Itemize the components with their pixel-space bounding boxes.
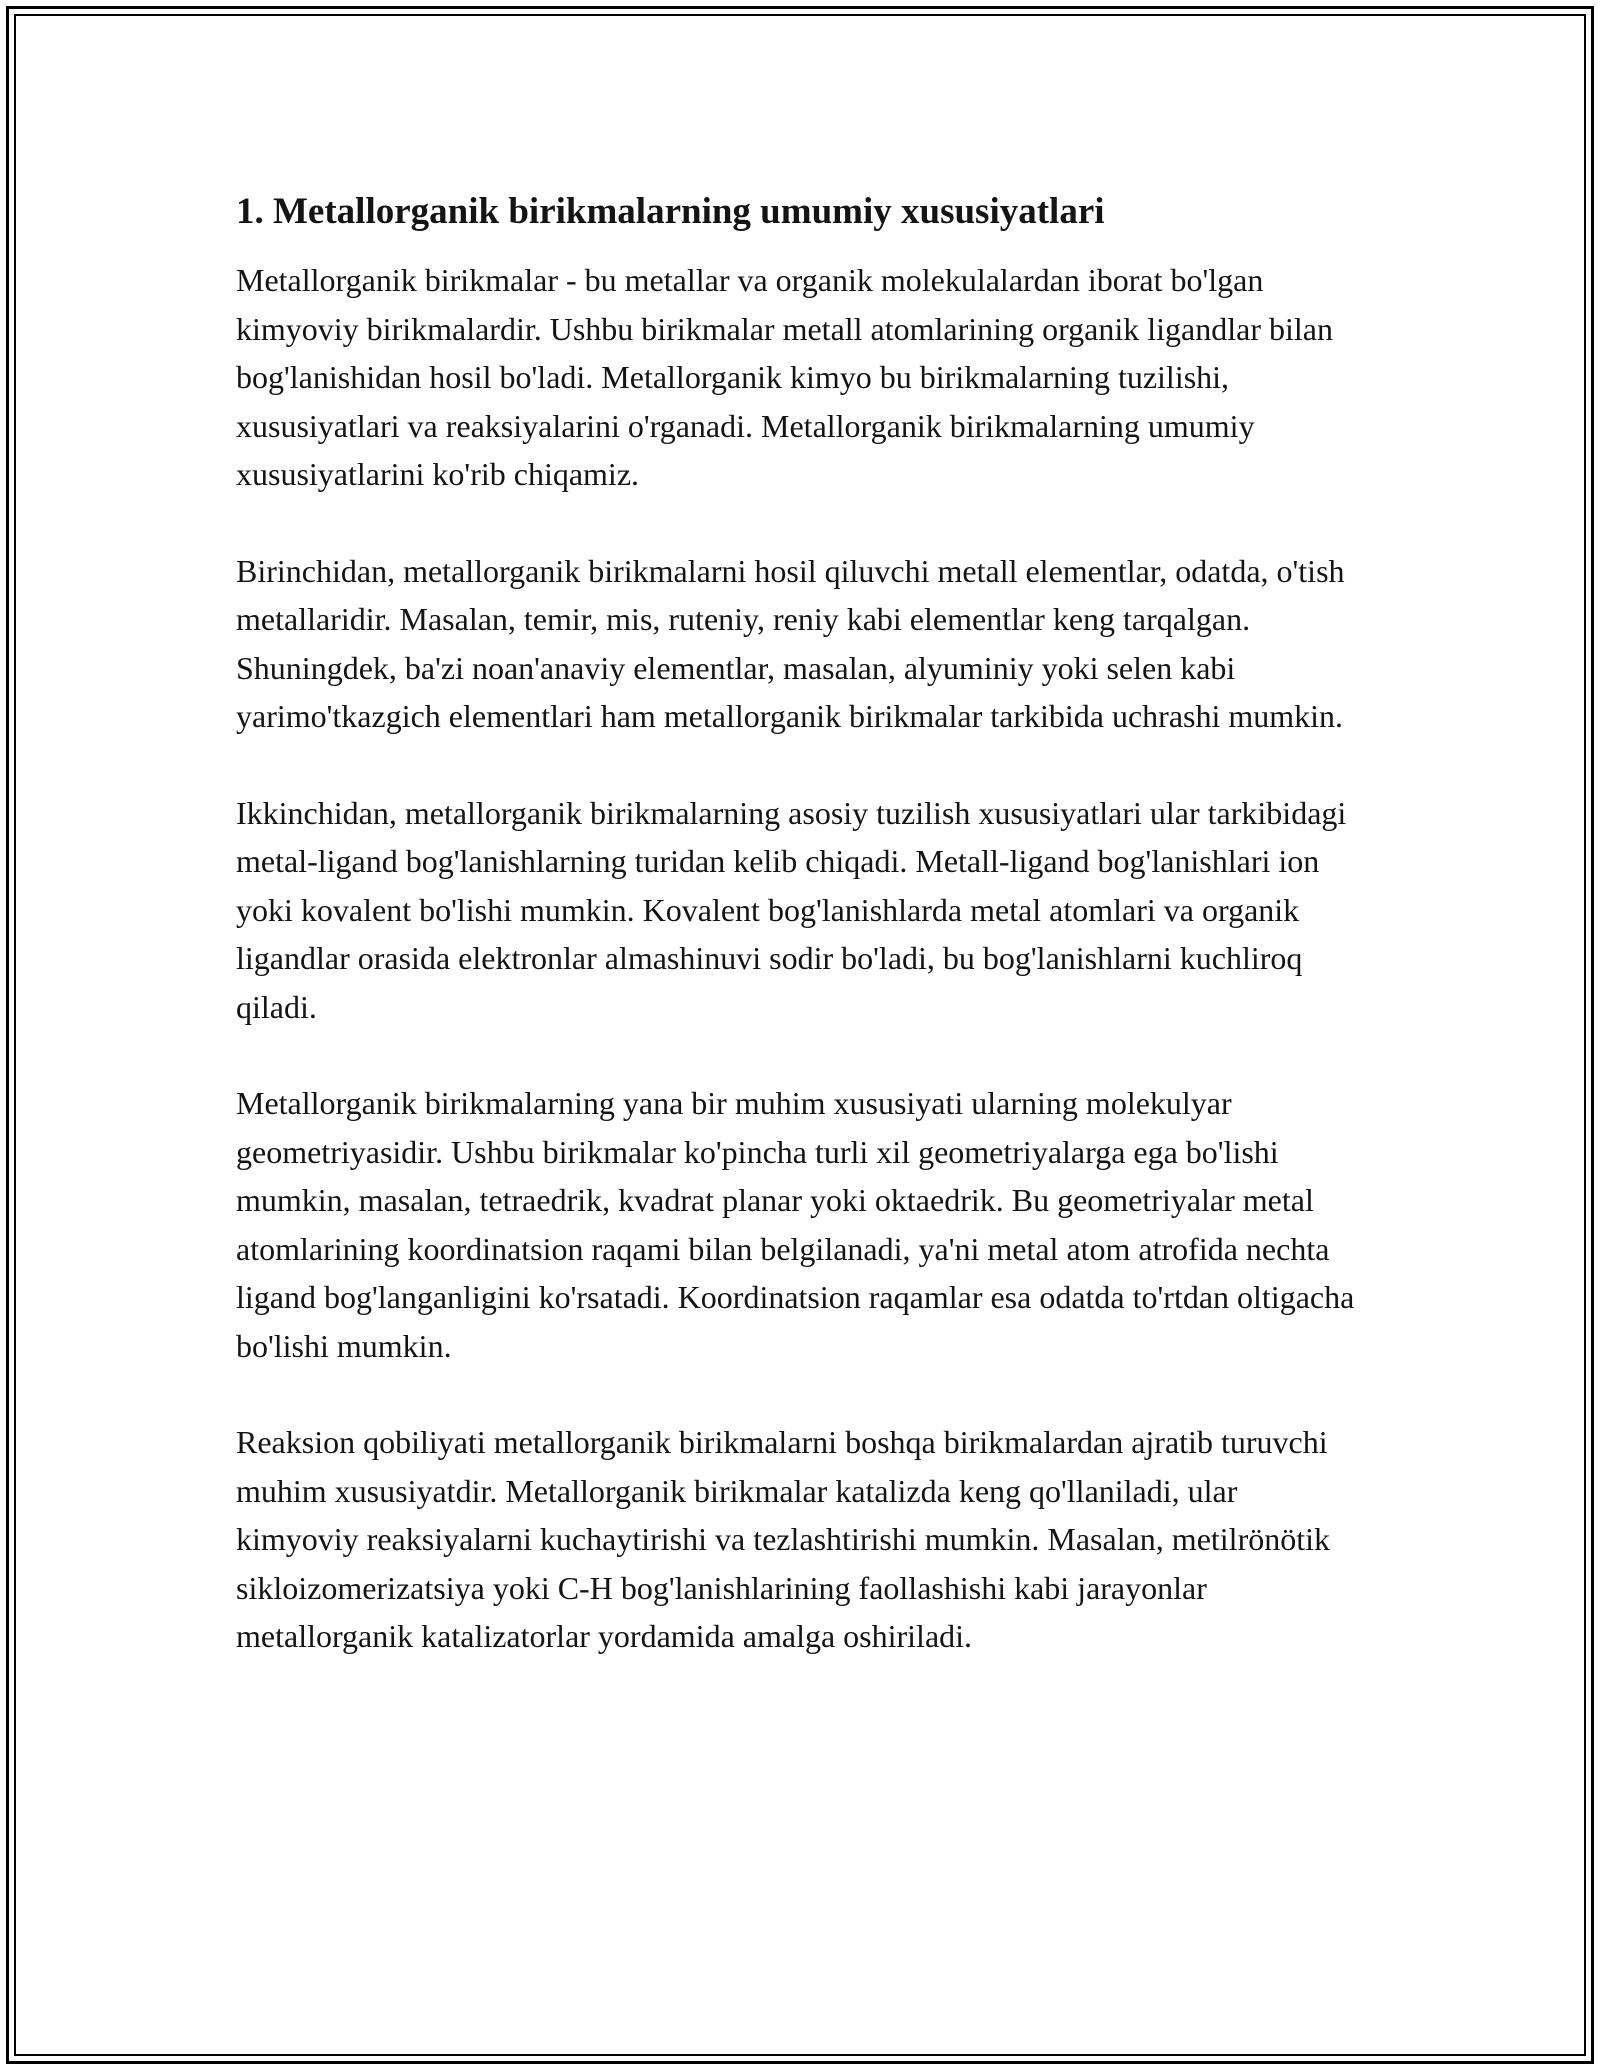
paragraph-geometry: Metallorganik birikmalarning yana bir muhim xususiyati ularning molekulyar geometriyasidir. Ushbu birikmalar ko'pincha turli xil geometriyalarga ega bo'lishi mumkin, masalan, tetraedrik, kvadrat planar yoki oktaedrik. Bu geometriyalar metal atomlarining koordinatsion raqami bilan belgilanadi, ya'ni metal atom atrofida nechta ligand bog'langanligini ko'rsatadi. Koordinatsion raqamlar esa odatda to'rtdan oltigacha bo'lishi mumkin.	[236, 1085, 1355, 1364]
paragraph-metal-elements: Birinchidan, metallorganik birikmalarni hosil qiluvchi metall elementlar, odatda, o'tish metallaridir. Masalan, temir, mis, ruteniy, reniy kabi elementlar keng tarqalgan. Shuningdek, ba'zi noan'anaviy elementlar, masalan, alyuminiy yoki selen kabi yarimo'tkazgich elementlari ham metallorganik birikmalar tarkibida uchrashi mumkin.	[236, 552, 1345, 734]
paragraph-reactivity: Reaksion qobiliyati metallorganik birikmalarni boshqa birikmalardan ajratib turuvchi muhim xususiyatdir. Metallorganik birikmalar katalizda keng qo'llaniladi, ular kimyoviy reaksiyalarni kuchaytirishi va tezlashtirishi mumkin. Masalan, metilrönötik sikloizomerizatsiya yoki C-H bog'lanishlarining faollashishi kabi jarayonlar metallorganik katalizatorlar yordamida amalga oshiriladi.	[236, 1424, 1330, 1654]
document-body	[236, 188, 1366, 1709]
section-heading: 1. Metallorganik birikmalarning umumiy xususiyatlari	[236, 191, 1105, 232]
paragraph-bonding: Ikkinchidan, metallorganik birikmalarning asosiy tuzilish xususiyatlari ular tarkibidagi metal-ligand bog'lanishlarning turidan kelib chiqadi. Metall-ligand bog'lanishlari ion yoki kovalent bo'lishi mumkin. Kovalent bog'lanishlarda metal atomlari va organik ligandlar orasida elektronlar almashinuvi sodir bo'ladi, bu bog'lanishlarni kuchliroq qiladi.	[236, 794, 1347, 1025]
paragraph-intro: Metallorganik birikmalar - bu metallar va organik molekulalardan iborat bo'lgan kimyoviy birikmalardir. Ushbu birikmalar metall atomlarining organik ligandlar bilan bog'lanishidan hosil bo'ladi. Metallorganik kimyo bu birikmalarning tuzilishi, xususiyatlari va reaksiyalarini o'rganadi. Metallorganik birikmalarning umumiy xususiyatlarini ko'rib chiqamiz.	[236, 262, 1333, 492]
